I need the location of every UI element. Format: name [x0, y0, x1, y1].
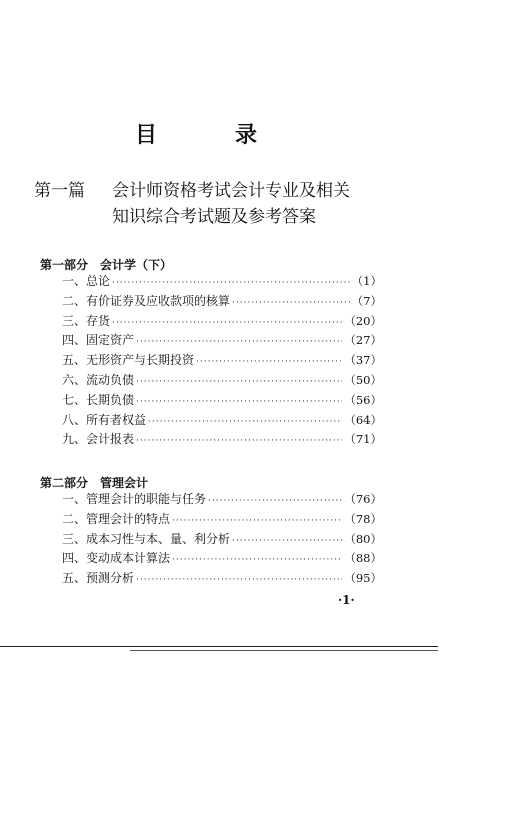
toc-entry[interactable] — [62, 312, 382, 332]
toc-entry-page: （27） — [344, 333, 382, 348]
toc-entry-title: 四、变动成本计算法 — [62, 551, 171, 566]
toc-entry-title: 三、存货 — [62, 313, 111, 328]
toc-entry-title: 八、所有者权益 — [62, 412, 147, 427]
toc-list — [62, 490, 382, 589]
toc-entry-title: 五、预测分析 — [62, 571, 135, 586]
dot-leader — [196, 353, 342, 373]
dot-leader — [208, 492, 342, 512]
part-title-line2: 知识综合考试题及参考答案 — [112, 207, 316, 227]
toc-entry-title: 七、长期负债 — [62, 392, 135, 407]
page-number: ·1· — [338, 593, 355, 607]
section-label: 第二部分 — [40, 476, 89, 490]
toc-list — [62, 272, 382, 450]
toc-entry[interactable] — [62, 411, 382, 431]
toc-entry[interactable] — [62, 272, 382, 292]
toc-entry-title: 二、有价证券及应收款项的核算 — [62, 293, 231, 308]
dot-leader — [172, 551, 342, 571]
section-title: 管理会计 — [100, 476, 149, 490]
toc-entry-title: 二、管理会计的特点 — [62, 511, 171, 526]
toc-entry[interactable] — [62, 430, 382, 450]
toc-entry-title: 一、管理会计的职能与任务 — [62, 492, 207, 506]
toc-entry-title: 四、固定资产 — [62, 333, 135, 348]
toc-entry-title: 五、无形资产与长期投资 — [62, 353, 195, 368]
toc-entry[interactable] — [62, 391, 382, 411]
toc-entry-title: 三、成本习性与本、量、利分析 — [62, 531, 231, 546]
toc-entry-page: （50） — [344, 372, 382, 387]
dot-leader — [148, 413, 342, 433]
toc-entry-title: 一、总论 — [62, 274, 111, 288]
part-title-line1: 会计师资格考试会计专业及相关 — [112, 181, 350, 201]
toc-entry-page: （76） — [344, 492, 382, 506]
toc-entry[interactable] — [62, 490, 382, 510]
dot-leader — [232, 294, 350, 314]
dot-leader — [112, 314, 342, 334]
toc-entry[interactable] — [62, 292, 382, 312]
toc-entry-page: （37） — [344, 353, 382, 368]
dot-leader — [136, 571, 342, 591]
section-heading — [40, 474, 148, 491]
part-heading — [34, 178, 350, 230]
toc-entry[interactable] — [62, 569, 382, 589]
section-heading — [40, 256, 172, 273]
toc-entry[interactable] — [62, 351, 382, 371]
toc-entry-page: （20） — [344, 313, 382, 328]
toc-entry-page: （7） — [351, 293, 382, 308]
dot-leader — [232, 532, 342, 552]
toc-entry[interactable] — [62, 549, 382, 569]
dot-leader — [136, 393, 342, 413]
toc-entry-page: （1） — [351, 274, 382, 288]
toc-entry[interactable] — [62, 331, 382, 351]
toc-entry-page: （64） — [344, 412, 382, 427]
toc-entry-page: （88） — [344, 551, 382, 566]
section-label: 第一部分 — [40, 258, 89, 272]
toc-entry[interactable] — [62, 530, 382, 550]
toc-entry-page: （71） — [344, 432, 382, 447]
toc-entry-page: （56） — [344, 392, 382, 407]
toc-entry-page: （95） — [344, 571, 382, 586]
toc-entry[interactable] — [62, 510, 382, 530]
toc-entry-page: （80） — [344, 531, 382, 546]
section-title: 会计学（下） — [100, 258, 173, 272]
bottom-rule — [0, 646, 438, 647]
dot-leader — [136, 373, 342, 393]
dot-leader — [136, 432, 342, 452]
bottom-rule-secondary — [130, 650, 438, 651]
toc-entry-title: 九、会计报表 — [62, 432, 135, 447]
toc-entry-title: 六、流动负债 — [62, 372, 135, 387]
toc-entry[interactable] — [62, 371, 382, 391]
part-label: 第一篇 — [34, 181, 85, 201]
page-title: 目 录 — [134, 122, 285, 148]
toc-entry-page: （78） — [344, 511, 382, 526]
